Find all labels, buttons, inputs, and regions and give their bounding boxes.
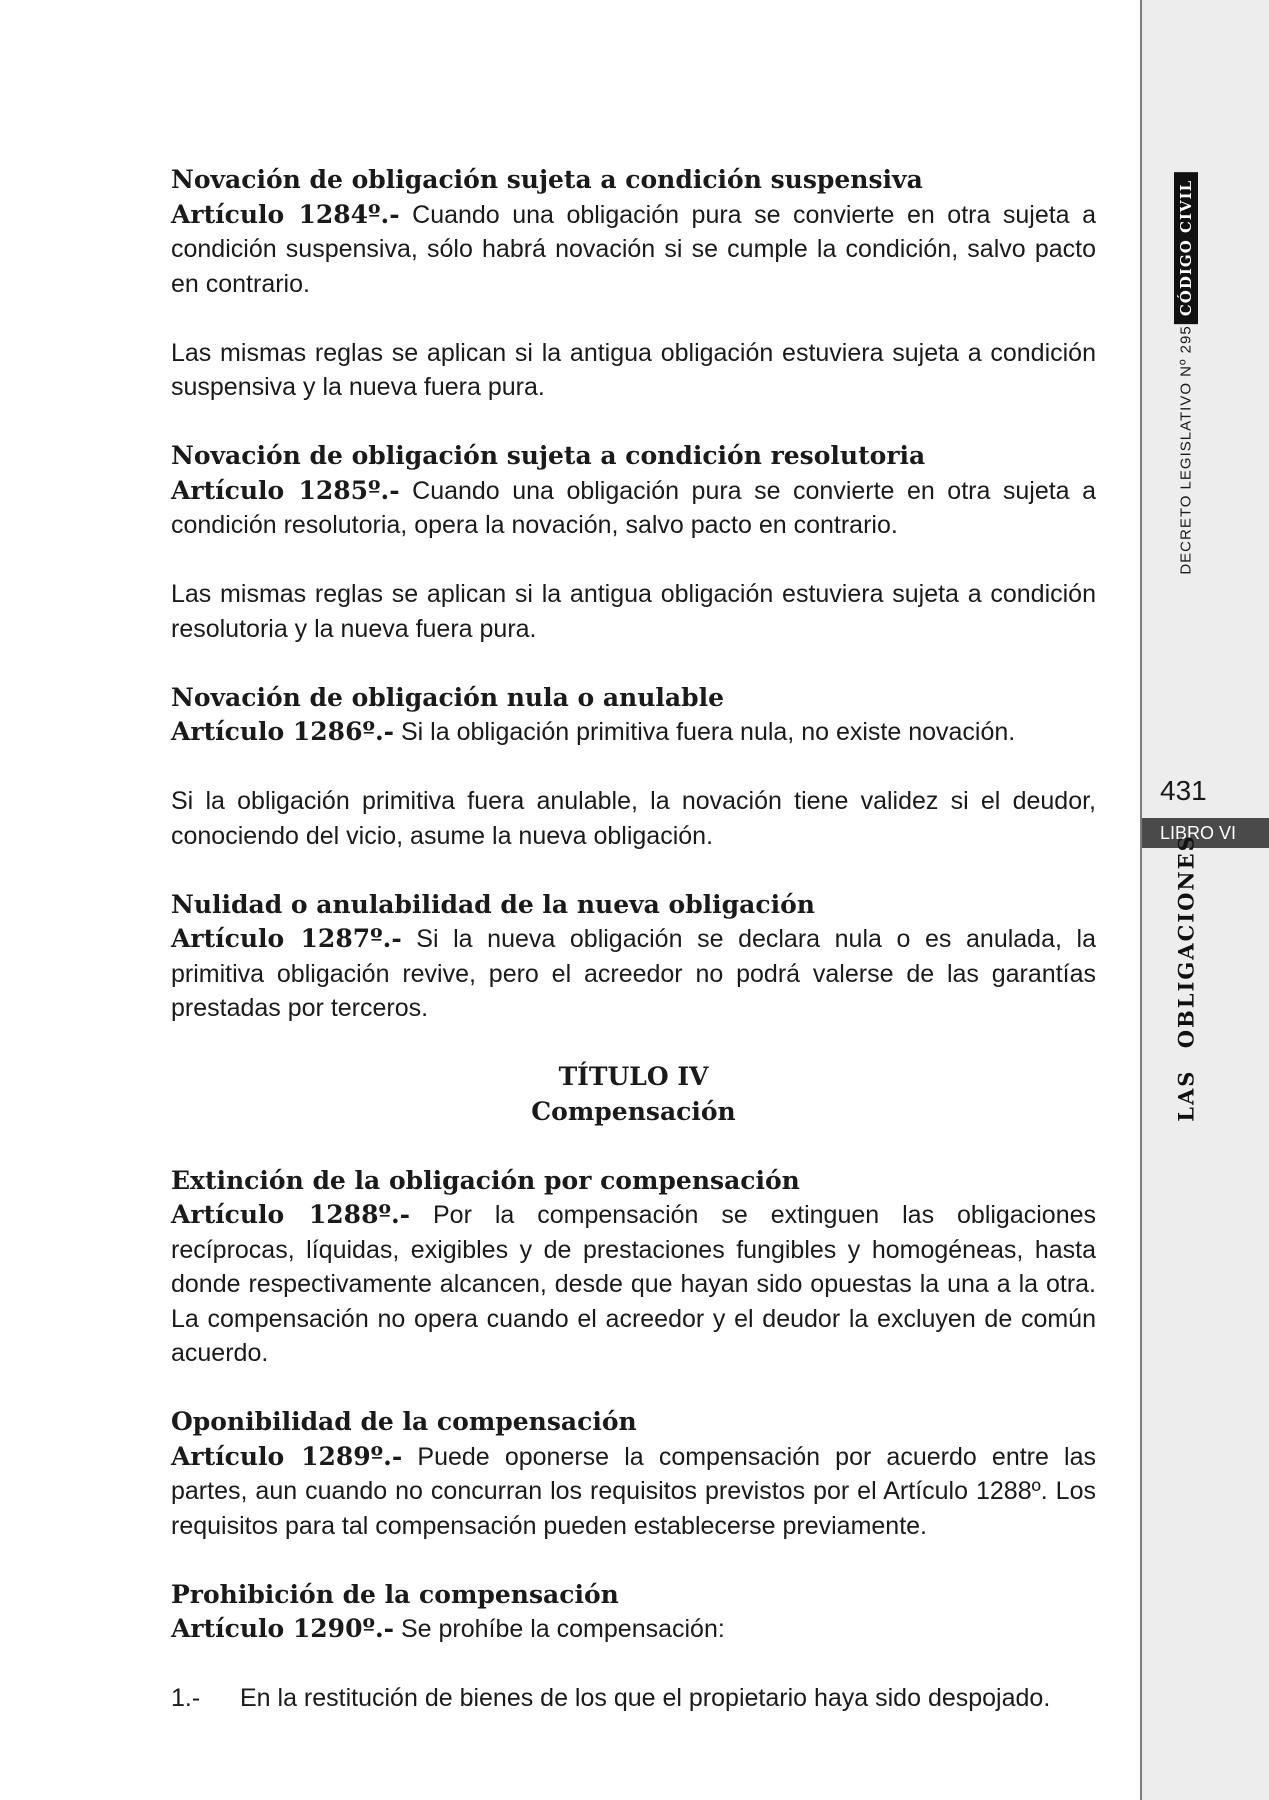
article-title: Prohibición de la compensación <box>171 1579 619 1609</box>
page-number: 431 <box>1160 775 1207 806</box>
article-paragraph <box>171 1612 1096 1647</box>
article-paragraph-extra: Las mismas reglas se aplican si la antigua obligación estuviera sujeta a condición resolutoria y la nueva fuera pura. <box>171 580 1096 643</box>
article-title: Nulidad o anulabilidad de la nueva obligación <box>171 889 815 919</box>
article-label: Artículo 1286º.- <box>171 717 395 746</box>
article-title: Novación de obligación nula o anulable <box>171 682 724 712</box>
article-title: Novación de obligación sujeta a condición resolutoria <box>171 441 926 470</box>
article-paragraph-extra: Si la obligación primitiva fuera anulable, la novación tiene validez si el deudor, conociendo del vicio, asume la nueva obligación. <box>171 787 1096 850</box>
article-paragraph <box>171 1440 1096 1544</box>
book-title: LAS OBLIGACIONES <box>1173 834 1199 1122</box>
article-paragraph <box>171 198 1096 302</box>
list-item-number: 1.- <box>171 1684 201 1712</box>
article-paragraph <box>171 715 1096 750</box>
libro-label: LIBRO VI <box>1142 818 1269 848</box>
article-label: Artículo 1285º.- <box>171 475 400 505</box>
side-tab <box>1140 0 1269 1800</box>
article-text: Cuando una obligación pura se convierte en otra sujeta a condición resolutoria, opera la novación, salvo pacto en contrario. <box>171 476 1097 539</box>
article-label: Artículo 1290º.- <box>171 1614 395 1643</box>
page-content <box>171 163 1096 1716</box>
article-label: Artículo 1289º.- <box>171 1441 403 1471</box>
codigo-civil-label: CÓDIGO CIVIL <box>1174 172 1198 324</box>
article-text: Si la nueva obligación se declara nula o es anulada, la primitiva obligación revive, pero el acreedor no podrá valerse de las garantías prestadas por terceros. <box>171 925 1096 1022</box>
article-text: Por la compensación se extinguen las obligaciones recíprocas, líquidas, exigibles y de prestaciones fungibles y homogéneas, hasta donde respectivamente alcancen, desde que hayan sido opuestas la una a la otra. La compensación no opera cuando el acreedor y el deudor la excluyen de común acuerdo. <box>171 1201 1096 1367</box>
article-title: Oponibilidad de la compensación <box>171 1407 637 1436</box>
article-paragraph <box>171 922 1096 1026</box>
article-label: Artículo 1284º.- <box>171 199 400 229</box>
article-label: Artículo 1288º.- <box>171 1200 411 1229</box>
article-paragraph <box>171 1198 1096 1371</box>
section-title-number: TÍTULO IV <box>558 1062 709 1091</box>
decreto-label: DECRETO LEGISLATIVO Nº 295 <box>1177 325 1195 575</box>
article-paragraph-extra: Las mismas reglas se aplican si la antigua obligación estuviera sujeta a condición suspensiva y la nueva fuera pura. <box>171 338 1096 401</box>
article-title: Novación de obligación sujeta a condición suspensiva <box>171 165 923 194</box>
section-title-name: Compensación <box>531 1096 736 1126</box>
list-item <box>171 1681 1096 1716</box>
article-text: Puede oponerse la compensación por acuerdo entre las partes, aun cuando no concurran los requisitos previstos por el Artículo 1288º. Los requisitos para tal compensación pueden establecerse previamente. <box>171 1442 1097 1540</box>
article-title: Extinción de la obligación por compensación <box>171 1165 800 1195</box>
article-label: Artículo 1287º.- <box>171 924 402 953</box>
article-text: Si la obligación primitiva fuera nula, no existe novación. <box>394 718 1016 746</box>
article-text: Cuando una obligación pura se convierte en otra sujeta a condición suspensiva, sólo habrá novación si se cumple la condición, salvo pacto en contrario. <box>171 200 1097 298</box>
list-item-text: En la restitución de bienes de los que el propietario haya sido despojado. <box>240 1684 1051 1712</box>
article-text: Se prohíbe la compensación: <box>394 1615 725 1643</box>
article-paragraph <box>171 474 1096 543</box>
